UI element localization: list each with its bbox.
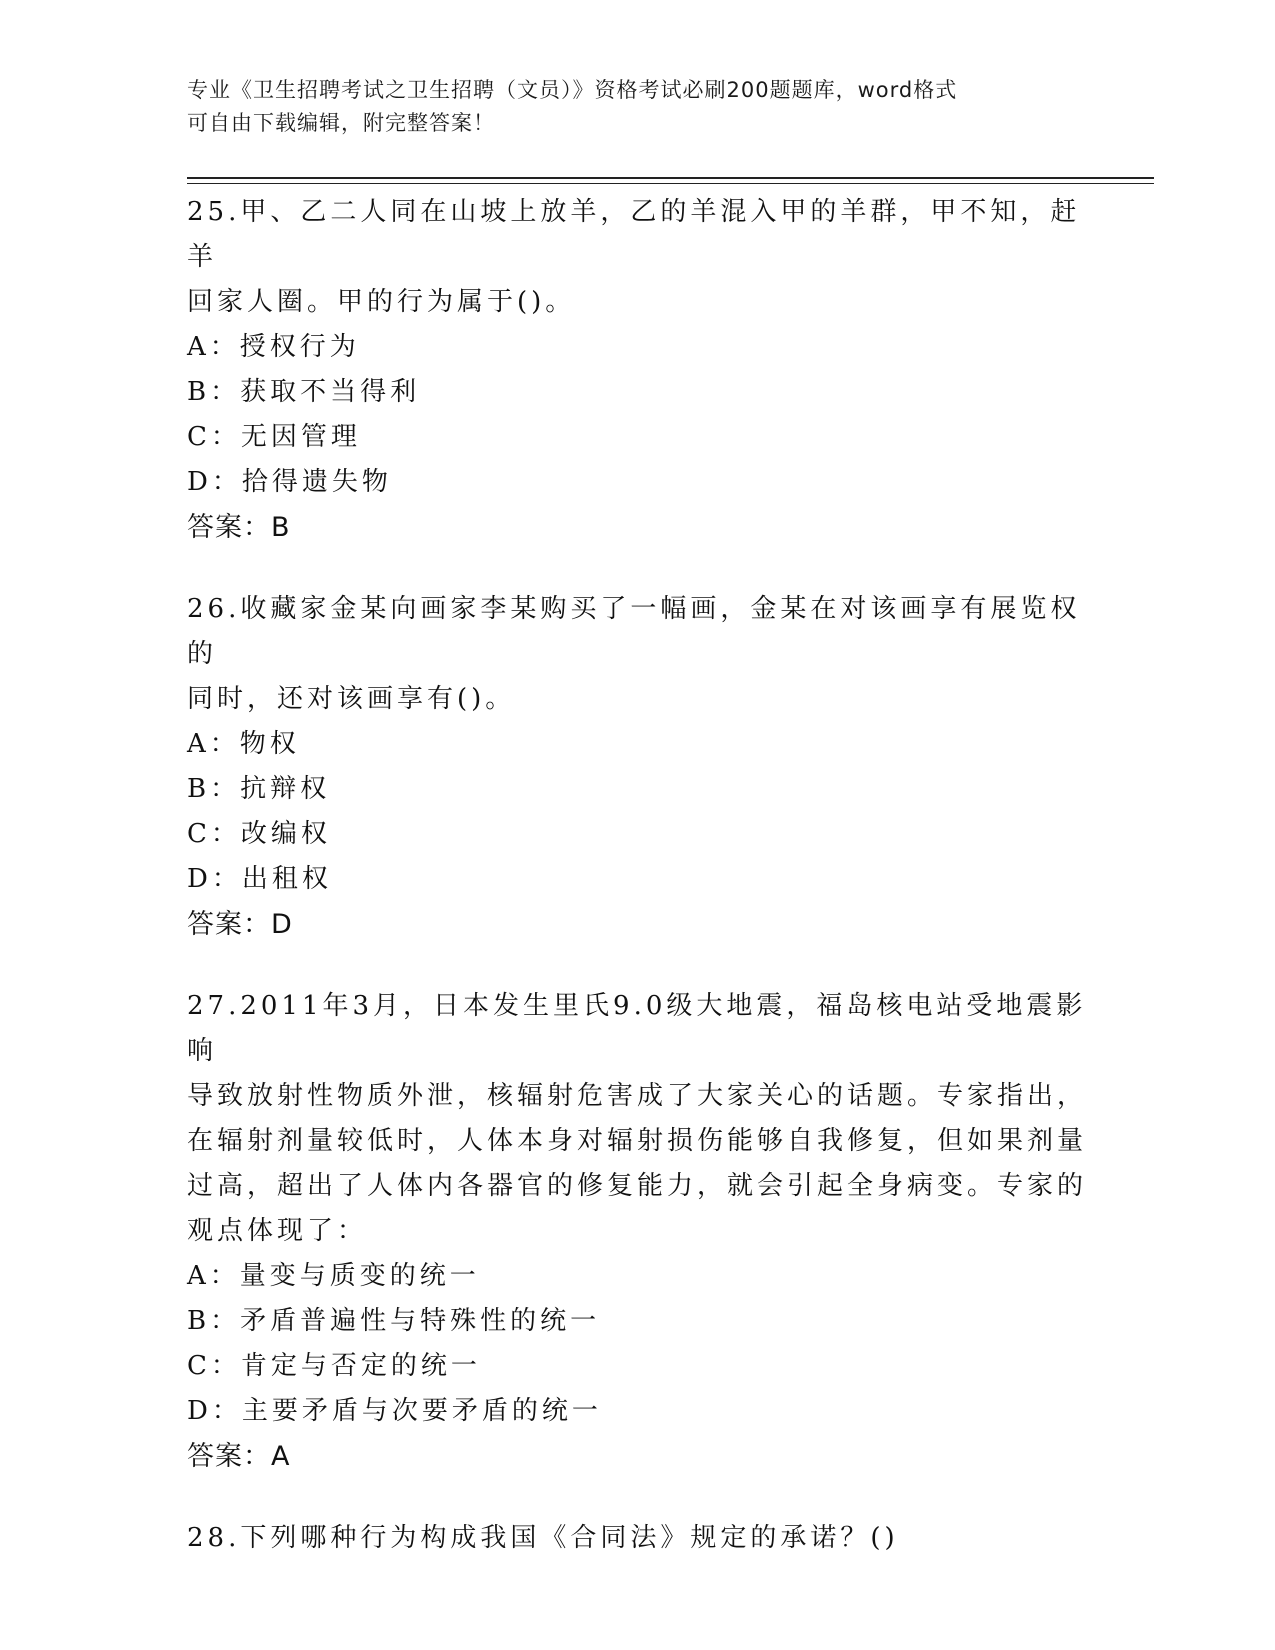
header-line-2: 可自由下载编辑，附完整答案！ (187, 111, 495, 135)
question-25 (187, 190, 1087, 551)
question-stem-line: 回家人圈。甲的行为属于()。 (187, 287, 576, 317)
header-divider-thick (187, 177, 1154, 179)
option-c: C：肯定与否定的统一 (187, 1351, 481, 1381)
question-28 (187, 1516, 1087, 1561)
option-d: D：拾得遗失物 (187, 467, 392, 497)
header-line-1: 专业《卫生招聘考试之卫生招聘（文员）》资格考试必刷200题题库，word格式 (187, 78, 958, 102)
answer: 答案：B (187, 512, 291, 543)
option-b: B：矛盾普遍性与特殊性的统一 (187, 1306, 601, 1336)
option-d: D：出租权 (187, 864, 332, 894)
document-header (187, 74, 1067, 140)
question-stem-line: 28.下列哪种行为构成我国《合同法》规定的承诺？() (187, 1523, 899, 1553)
option-a: A：量变与质变的统一 (187, 1261, 480, 1291)
question-stem-line: 同时，还对该画享有()。 (187, 684, 516, 714)
option-a: A：物权 (187, 729, 300, 759)
question-stem-line: 观点体现了： (187, 1216, 368, 1246)
option-d: D：主要矛盾与次要矛盾的统一 (187, 1396, 602, 1426)
option-c: C：无因管理 (187, 422, 361, 452)
question-26 (187, 587, 1087, 948)
option-b: B：获取不当得利 (187, 377, 421, 407)
option-c: C：改编权 (187, 819, 331, 849)
question-list (187, 190, 1087, 1597)
option-a: A：授权行为 (187, 332, 360, 362)
answer: 答案：D (187, 909, 293, 940)
question-stem-line: 在辐射剂量较低时，人体本身对辐射损伤能够自我修复，但如果剂量 (187, 1126, 1088, 1156)
option-b: B：抗辩权 (187, 774, 331, 804)
question-stem-line: 25.甲、乙二人同在山坡上放羊，乙的羊混入甲的羊群，甲不知，赶羊 (187, 197, 1081, 272)
question-stem-line: 27.2011年3月，日本发生里氏9.0级大地震，福岛核电站受地震影响 (187, 991, 1087, 1066)
question-27 (187, 984, 1087, 1480)
answer: 答案：A (187, 1441, 291, 1472)
question-stem-line: 导致放射性物质外泄，核辐射危害成了大家关心的话题。专家指出， (187, 1081, 1088, 1111)
header-divider-thin (187, 183, 1154, 184)
question-stem-line: 26.收藏家金某向画家李某购买了一幅画，金某在对该画享有展览权的 (187, 594, 1081, 669)
question-stem-line: 过高，超出了人体内各器官的修复能力，就会引起全身病变。专家的 (187, 1171, 1088, 1201)
